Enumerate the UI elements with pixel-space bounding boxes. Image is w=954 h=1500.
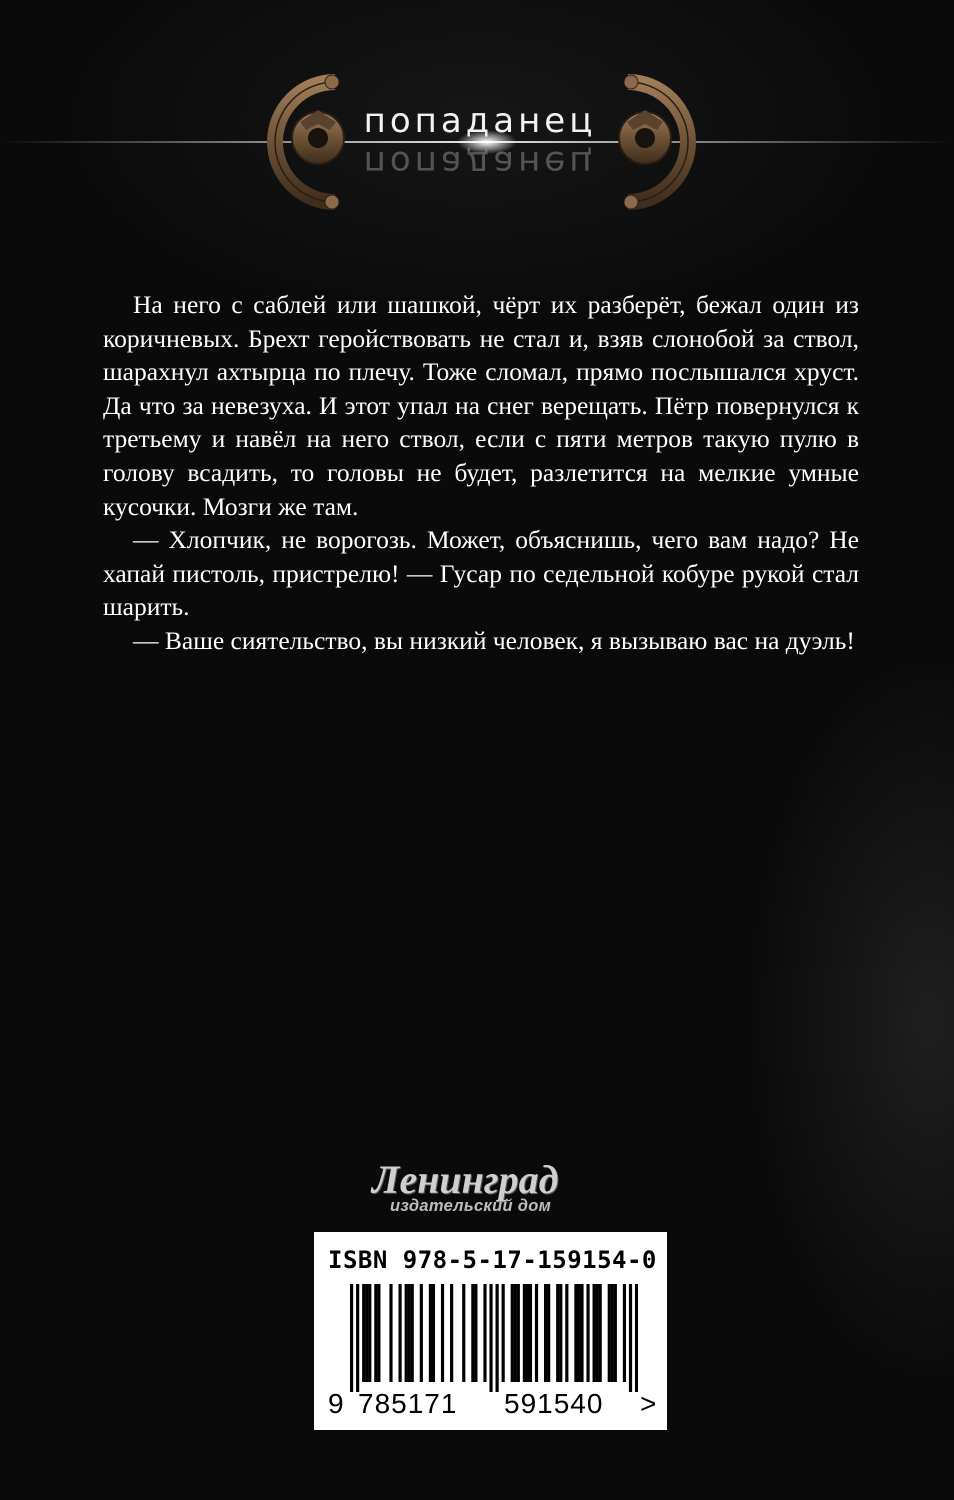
barcode-bar <box>471 1284 474 1382</box>
barcode-bar <box>596 1284 599 1382</box>
barcode-bar <box>623 1284 626 1382</box>
barcode-bar <box>629 1284 632 1392</box>
barcode-bar <box>544 1284 547 1382</box>
barcode-bar <box>405 1284 408 1382</box>
barcode-bar <box>580 1284 583 1382</box>
isbn-label: ISBN 978-5-17-159154-0 <box>328 1246 657 1274</box>
barcode-bar <box>577 1284 580 1382</box>
barcode-bar <box>599 1284 602 1382</box>
barcode-bar <box>483 1284 486 1382</box>
barcode-bar <box>450 1284 453 1382</box>
barcode-bar <box>608 1284 611 1382</box>
barcode-bar <box>408 1284 411 1382</box>
ean-left-digits: 785171 <box>358 1388 458 1419</box>
barcode-bar <box>535 1284 538 1382</box>
barcode-bar <box>362 1284 365 1382</box>
barcode-bar <box>411 1284 414 1382</box>
barcode-bar <box>593 1284 596 1382</box>
publisher-subtitle: издательский дом <box>390 1197 552 1215</box>
barcode-bar <box>377 1284 380 1382</box>
annotation-paragraph: На него с саблей или шашкой, чёрт их разберёт, бежал один из коричневых. Брехт геройствовать не стал и, взяв слонобой за ствол, шарахнул ахтырца по плечу. Тоже сломал, прямо послышался хруст. Да что за невезуха. И этот упал на снег верещать. Пётр повернулся к третьему и навёл на него ствол, если с пяти метров такую пулю в голову всадить, то головы не будет, разлетится на мелкие умные кусочки. Мозги же там. <box>103 290 859 521</box>
barcode-bar <box>489 1284 492 1392</box>
barcode-bar <box>432 1284 435 1382</box>
ean-right-digits: 591540 <box>504 1388 604 1419</box>
barcode-bar <box>356 1284 359 1392</box>
barcode-bar <box>511 1284 514 1382</box>
series-title-reflection: попаданец <box>363 143 597 183</box>
barcode-bar <box>556 1284 559 1382</box>
annotation-paragraph: — Хлопчик, не ворогозь. Может, объяснишь, чего вам надо? Не хапай пистоль, пристрелю! — Гусар по седельной кобуре рукой стал шарить. <box>103 525 859 622</box>
publisher-name: Ленинград <box>372 1157 559 1202</box>
barcode-bar <box>462 1284 465 1382</box>
barcode-bar <box>365 1284 368 1382</box>
barcode-bar <box>523 1284 526 1382</box>
barcode-bar <box>611 1284 614 1382</box>
series-title: попаданец <box>363 101 597 141</box>
barcode-bar <box>526 1284 529 1382</box>
annotation-text <box>103 288 859 658</box>
barcode-bar <box>368 1284 371 1382</box>
isbn-barcode-block <box>314 1232 667 1430</box>
barcode-bar <box>614 1284 617 1382</box>
barcode-bar <box>565 1284 568 1382</box>
barcode-bar <box>474 1284 477 1382</box>
barcode-icon <box>350 1284 638 1392</box>
barcode-bar <box>559 1284 562 1382</box>
barcode-bar <box>586 1284 589 1382</box>
annotation-paragraph: — Ваше сиятельство, вы низкий человек, я вызываю вас на дуэль! <box>133 625 855 655</box>
barcode-bar <box>350 1284 353 1392</box>
ean-quiet-zone-arrow: > <box>640 1388 657 1419</box>
barcode-bar <box>374 1284 377 1382</box>
barcode-bar <box>547 1284 550 1382</box>
ean-lead-digit: 9 <box>328 1388 344 1419</box>
barcode-bar <box>429 1284 432 1382</box>
publisher-logo <box>360 1158 610 1220</box>
barcode-bar <box>441 1284 444 1382</box>
barcode-bar <box>496 1284 499 1392</box>
barcode-bar <box>399 1284 402 1382</box>
barcode-bar <box>574 1284 577 1382</box>
barcode-bar <box>389 1284 392 1382</box>
barcode-bar <box>420 1284 423 1382</box>
barcode-bar <box>635 1284 638 1392</box>
barcode-bar <box>517 1284 520 1382</box>
barcode-bar <box>514 1284 517 1382</box>
barcode-bar <box>529 1284 532 1382</box>
barcode-bar <box>502 1284 505 1382</box>
